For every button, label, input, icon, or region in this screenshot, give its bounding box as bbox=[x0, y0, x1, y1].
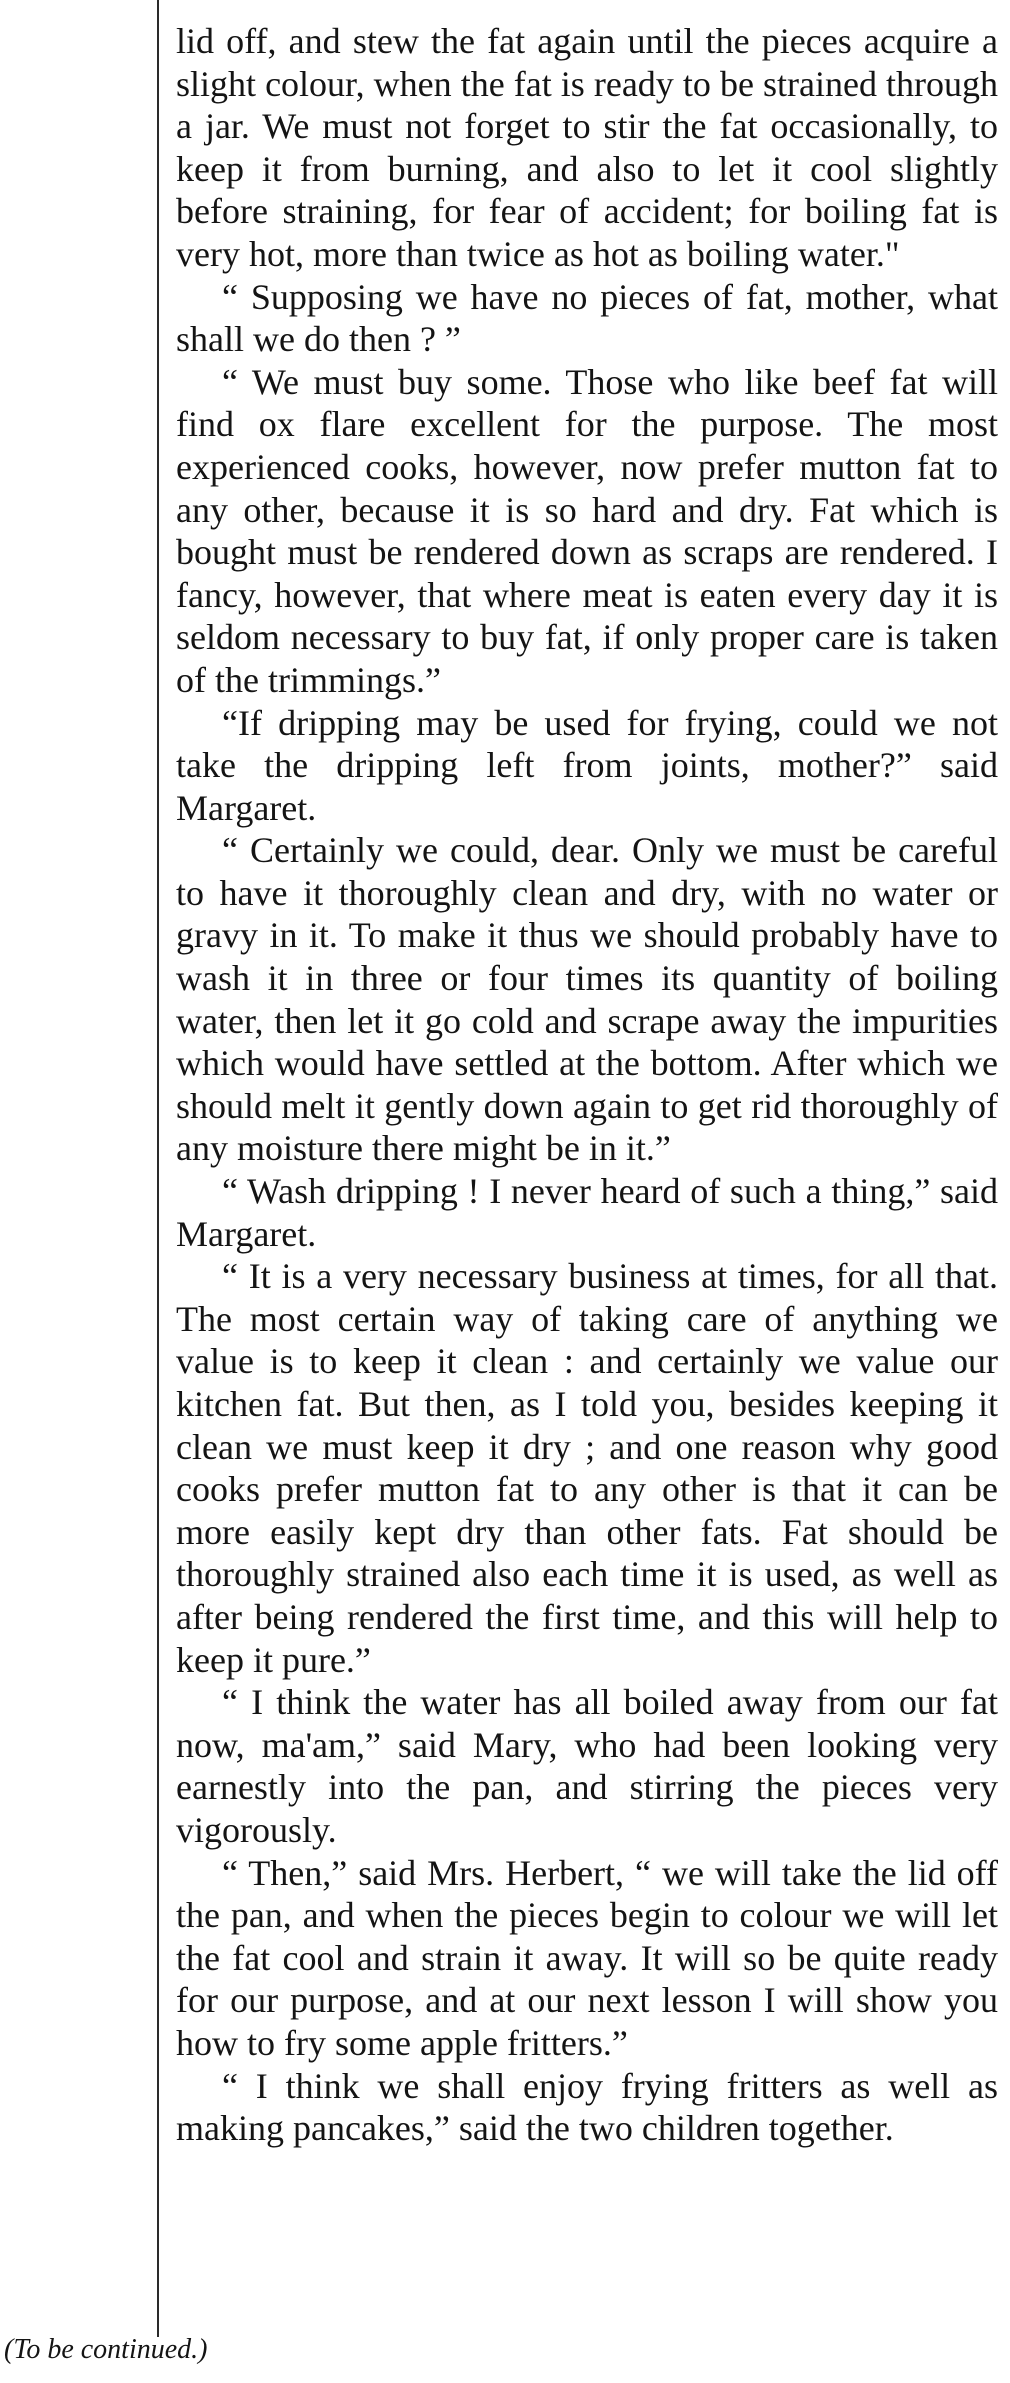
paragraph-1: lid off, and stew the fat again until the pieces acquire a slight colour, when the fat is ready to be strained through a jar. We must not forget to stir the fat occasionally, to keep it from burning, and also to let it cool slightly before straining, for fear of accident; for boiling fat is very hot, more than twice as hot as boiling water." bbox=[176, 21, 998, 274]
paragraph-4: “If dripping may be used for frying, could we not take the dripping left from joints, mother?” said Margaret. bbox=[176, 702, 998, 828]
column-rule bbox=[157, 0, 159, 2337]
paragraph-2: “ Supposing we have no pieces of fat, mother, what shall we do then ? ” bbox=[176, 276, 998, 360]
paragraph-5: “ Certainly we could, dear. Only we must be careful to have it thoroughly clean and dry, with no water or gravy in it. To make it thus we should probably have to wash it in three or four times its quantity of boiling water, then let it go cold and scrape away the impurities which would have settled at the bottom. After which we should melt it gently down again to get rid thoroughly of any moisture there might be in it.” bbox=[176, 830, 998, 1169]
paragraph-8: “ I think the water has all boiled away from our fat now, ma'am,” said Mary, who had been looking very earnestly into the pan, and stirring the pieces very vigorously. bbox=[176, 1682, 998, 1850]
paragraph-6: “ Wash dripping ! I never heard of such a thing,” said Margaret. bbox=[176, 1171, 998, 1254]
to-be-continued-note: (To be continued.) bbox=[4, 2334, 208, 2365]
paragraph-10: “ I think we shall enjoy frying fritters as well as making pancakes,” said the two children together. bbox=[176, 2065, 998, 2149]
paragraph-3: “ We must buy some. Those who like beef fat will find ox flare excellent for the purpose. The most experienced cooks, however, now prefer mutton fat to any other, because it is so hard and dry. Fat which is bought must be rendered down as scraps are rendered. I fancy, however, that where meat is eaten every day it is seldom necessary to buy fat, if only proper care is taken of the trimmings.” bbox=[176, 361, 998, 700]
paragraph-7: “ It is a very necessary business at times, for all that. The most certain way of taking care of anything we value is to keep it clean : and certainly we value our kitchen fat. But then, as I told you, besides keeping it clean we must keep it dry ; and one reason why good cooks prefer mutton fat to any other is that it can be more easily kept dry than other fats. Fat should be thoroughly strained also each time it is used, as well as after being rendered the first time, and this will help to keep it pure.” bbox=[176, 1256, 998, 1680]
article-column bbox=[176, 20, 998, 2150]
paragraph-9: “ Then,” said Mrs. Herbert, “ we will take the lid off the pan, and when the pieces begin to colour we will let the fat cool and strain it away. It will so be quite ready for our purpose, and at our next lesson I will show you how to fry some apple fritters.” bbox=[176, 1852, 998, 2063]
